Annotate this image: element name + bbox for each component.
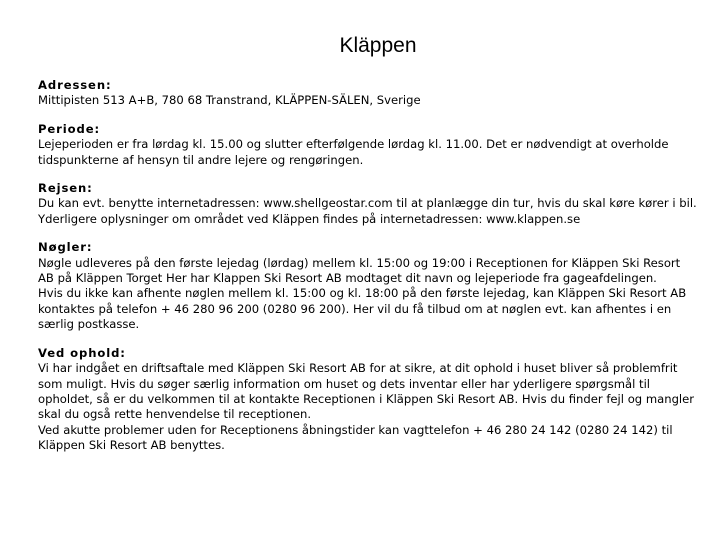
page-title: Kläppen [339, 34, 417, 57]
section-heading: Periode: [38, 121, 101, 136]
section-paragraph: Nøgle udleveres på den første lejedag (lørdag) mellem kl. 15:00 og 19:00 i Receptionen for Kläppen Ski Resort AB på Kläppen Torget Her har Klappen Ski Resort AB modtaget dit navn og lejeperiode fra gageafdelingen. [38, 255, 681, 286]
section-period [38, 122, 698, 168]
section-keys [38, 240, 698, 332]
section-paragraph: Du kan evt. benytte internetadressen: www.shellgeostar.com til at planlægge din tur, hvis du skal køre kører i bil. Yderligere oplysninger om området ved Kläppen findes på internetadressen: www.klappen.se [38, 196, 697, 226]
section-paragraph: Hvis du ikke kan afhente nøglen mellem kl. 15:00 og kl. 18:00 på den første lejedag, kan Kläppen Ski Resort AB kontaktes på telefon + 46 280 96 200 (0280 96 200). Her vil du få tilbud om at nøglen evt. kan afhentes i en særlig postkasse. [38, 286, 687, 332]
section-heading: Adressen: [38, 78, 112, 92]
section-paragraph: Vi har indgået en driftsaftale med Kläppen Ski Resort AB for at sikre, at dit ophold i huset bliver så problemfrit som muligt. Hvis du søger særlig information om huset og dets inventar eller har yderligere spørgsmål til opholdet, så er du velkommen til at kontakte Receptionen i Kläppen Ski Resort AB. Hvis du finder fejl og mangler skal du også rette henvendelse til receptionen. [38, 361, 695, 422]
section-paragraph: Mittipisten 513 A+B, 780 68 Transtrand, KLÄPPEN-SÄLEN, Sverige [38, 93, 421, 108]
document-body [38, 78, 698, 467]
section-address [38, 78, 698, 109]
section-heading: Nøgler: [38, 240, 93, 255]
section-paragraph: Lejeperioden er fra lørdag kl. 15.00 og slutter efterfølgende lørdag kl. 11.00. Det er nødvendigt at overholde tidspunkterne af hensyn til andre lejere og rengøringen. [38, 137, 669, 167]
section-travel [38, 181, 698, 227]
section-heading: Rejsen: [38, 181, 93, 196]
section-heading: Ved ophold: [38, 345, 126, 360]
section-paragraph: Ved akutte problemer uden for Receptionens åbningstider kan vagttelefon + 46 280 24 142 (0280 24 142) til Kläppen Ski Resort AB benyttes. [38, 422, 673, 453]
section-stay [38, 346, 698, 454]
